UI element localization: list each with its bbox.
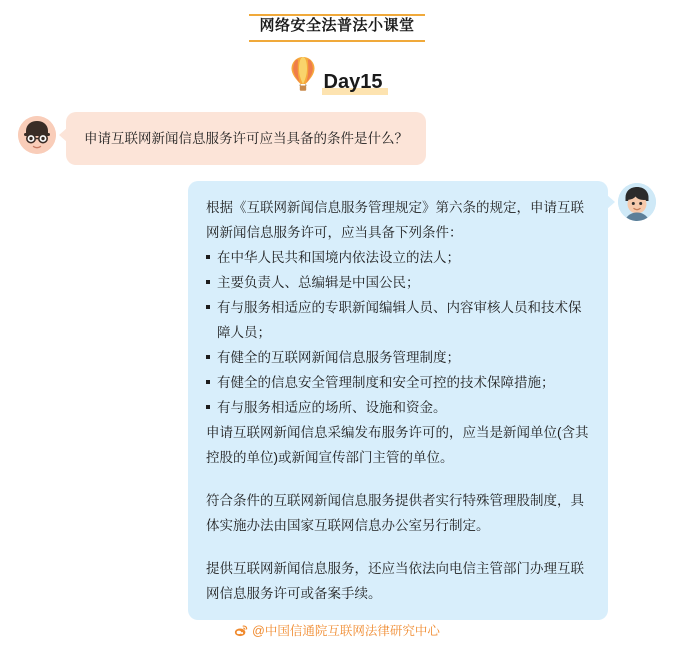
page-title bbox=[249, 14, 424, 42]
title-rule-top bbox=[249, 14, 424, 16]
question-text: 申请互联网新闻信息服务许可应当具备的条件是什么？ bbox=[84, 131, 408, 146]
footer-account: @中国信通院互联网法律研究中心 bbox=[252, 624, 440, 638]
title-rule-bottom bbox=[249, 40, 424, 42]
answer-bubble bbox=[188, 181, 608, 620]
day-row bbox=[290, 56, 385, 96]
day-label bbox=[322, 70, 385, 96]
answer-intro: 根据《互联网新闻信息服务管理规定》第六条的规定，申请互联网新闻信息服务许可，应当具备下列条件： bbox=[206, 200, 584, 240]
list-item: 有健全的信息安全管理制度和安全可控的技术保障措施； bbox=[206, 370, 590, 395]
list-item: 在中华人民共和国境内依法设立的法人； bbox=[206, 245, 590, 270]
header bbox=[0, 0, 674, 96]
answer-row bbox=[18, 181, 656, 620]
footer-watermark bbox=[0, 623, 674, 639]
list-item: 有健全的互联网新闻信息服务管理制度； bbox=[206, 345, 590, 370]
answer-paragraph: 申请互联网新闻信息采编发布服务许可的，应当是新闻单位(含其控股的单位)或新闻宣传部门主管的单位。 bbox=[206, 425, 589, 465]
list-item: 有与服务相适应的场所、设施和资金。 bbox=[206, 395, 590, 420]
hot-air-balloon-icon bbox=[290, 56, 316, 96]
conditions-list bbox=[206, 245, 590, 420]
answer-paragraph: 提供互联网新闻信息服务，还应当依法向电信主管部门办理互联网信息服务许可或备案手续。 bbox=[206, 561, 584, 601]
list-item: 主要负责人、总编辑是中国公民； bbox=[206, 270, 590, 295]
weibo-icon bbox=[234, 624, 248, 638]
chat-container bbox=[0, 112, 674, 620]
question-row bbox=[18, 112, 656, 165]
expert-avatar-icon bbox=[618, 183, 656, 221]
day-label-text: Day15 bbox=[323, 71, 383, 93]
page-title-text: 网络安全法普法小课堂 bbox=[259, 17, 415, 34]
user-avatar-glasses-icon bbox=[18, 116, 56, 154]
answer-paragraph: 符合条件的互联网新闻信息服务提供者实行特殊管理股制度，具体实施办法由国家互联网信息办公室另行制定。 bbox=[206, 493, 584, 533]
list-item: 有与服务相适应的专职新闻编辑人员、内容审核人员和技术保障人员； bbox=[206, 295, 590, 345]
question-bubble bbox=[66, 112, 426, 165]
